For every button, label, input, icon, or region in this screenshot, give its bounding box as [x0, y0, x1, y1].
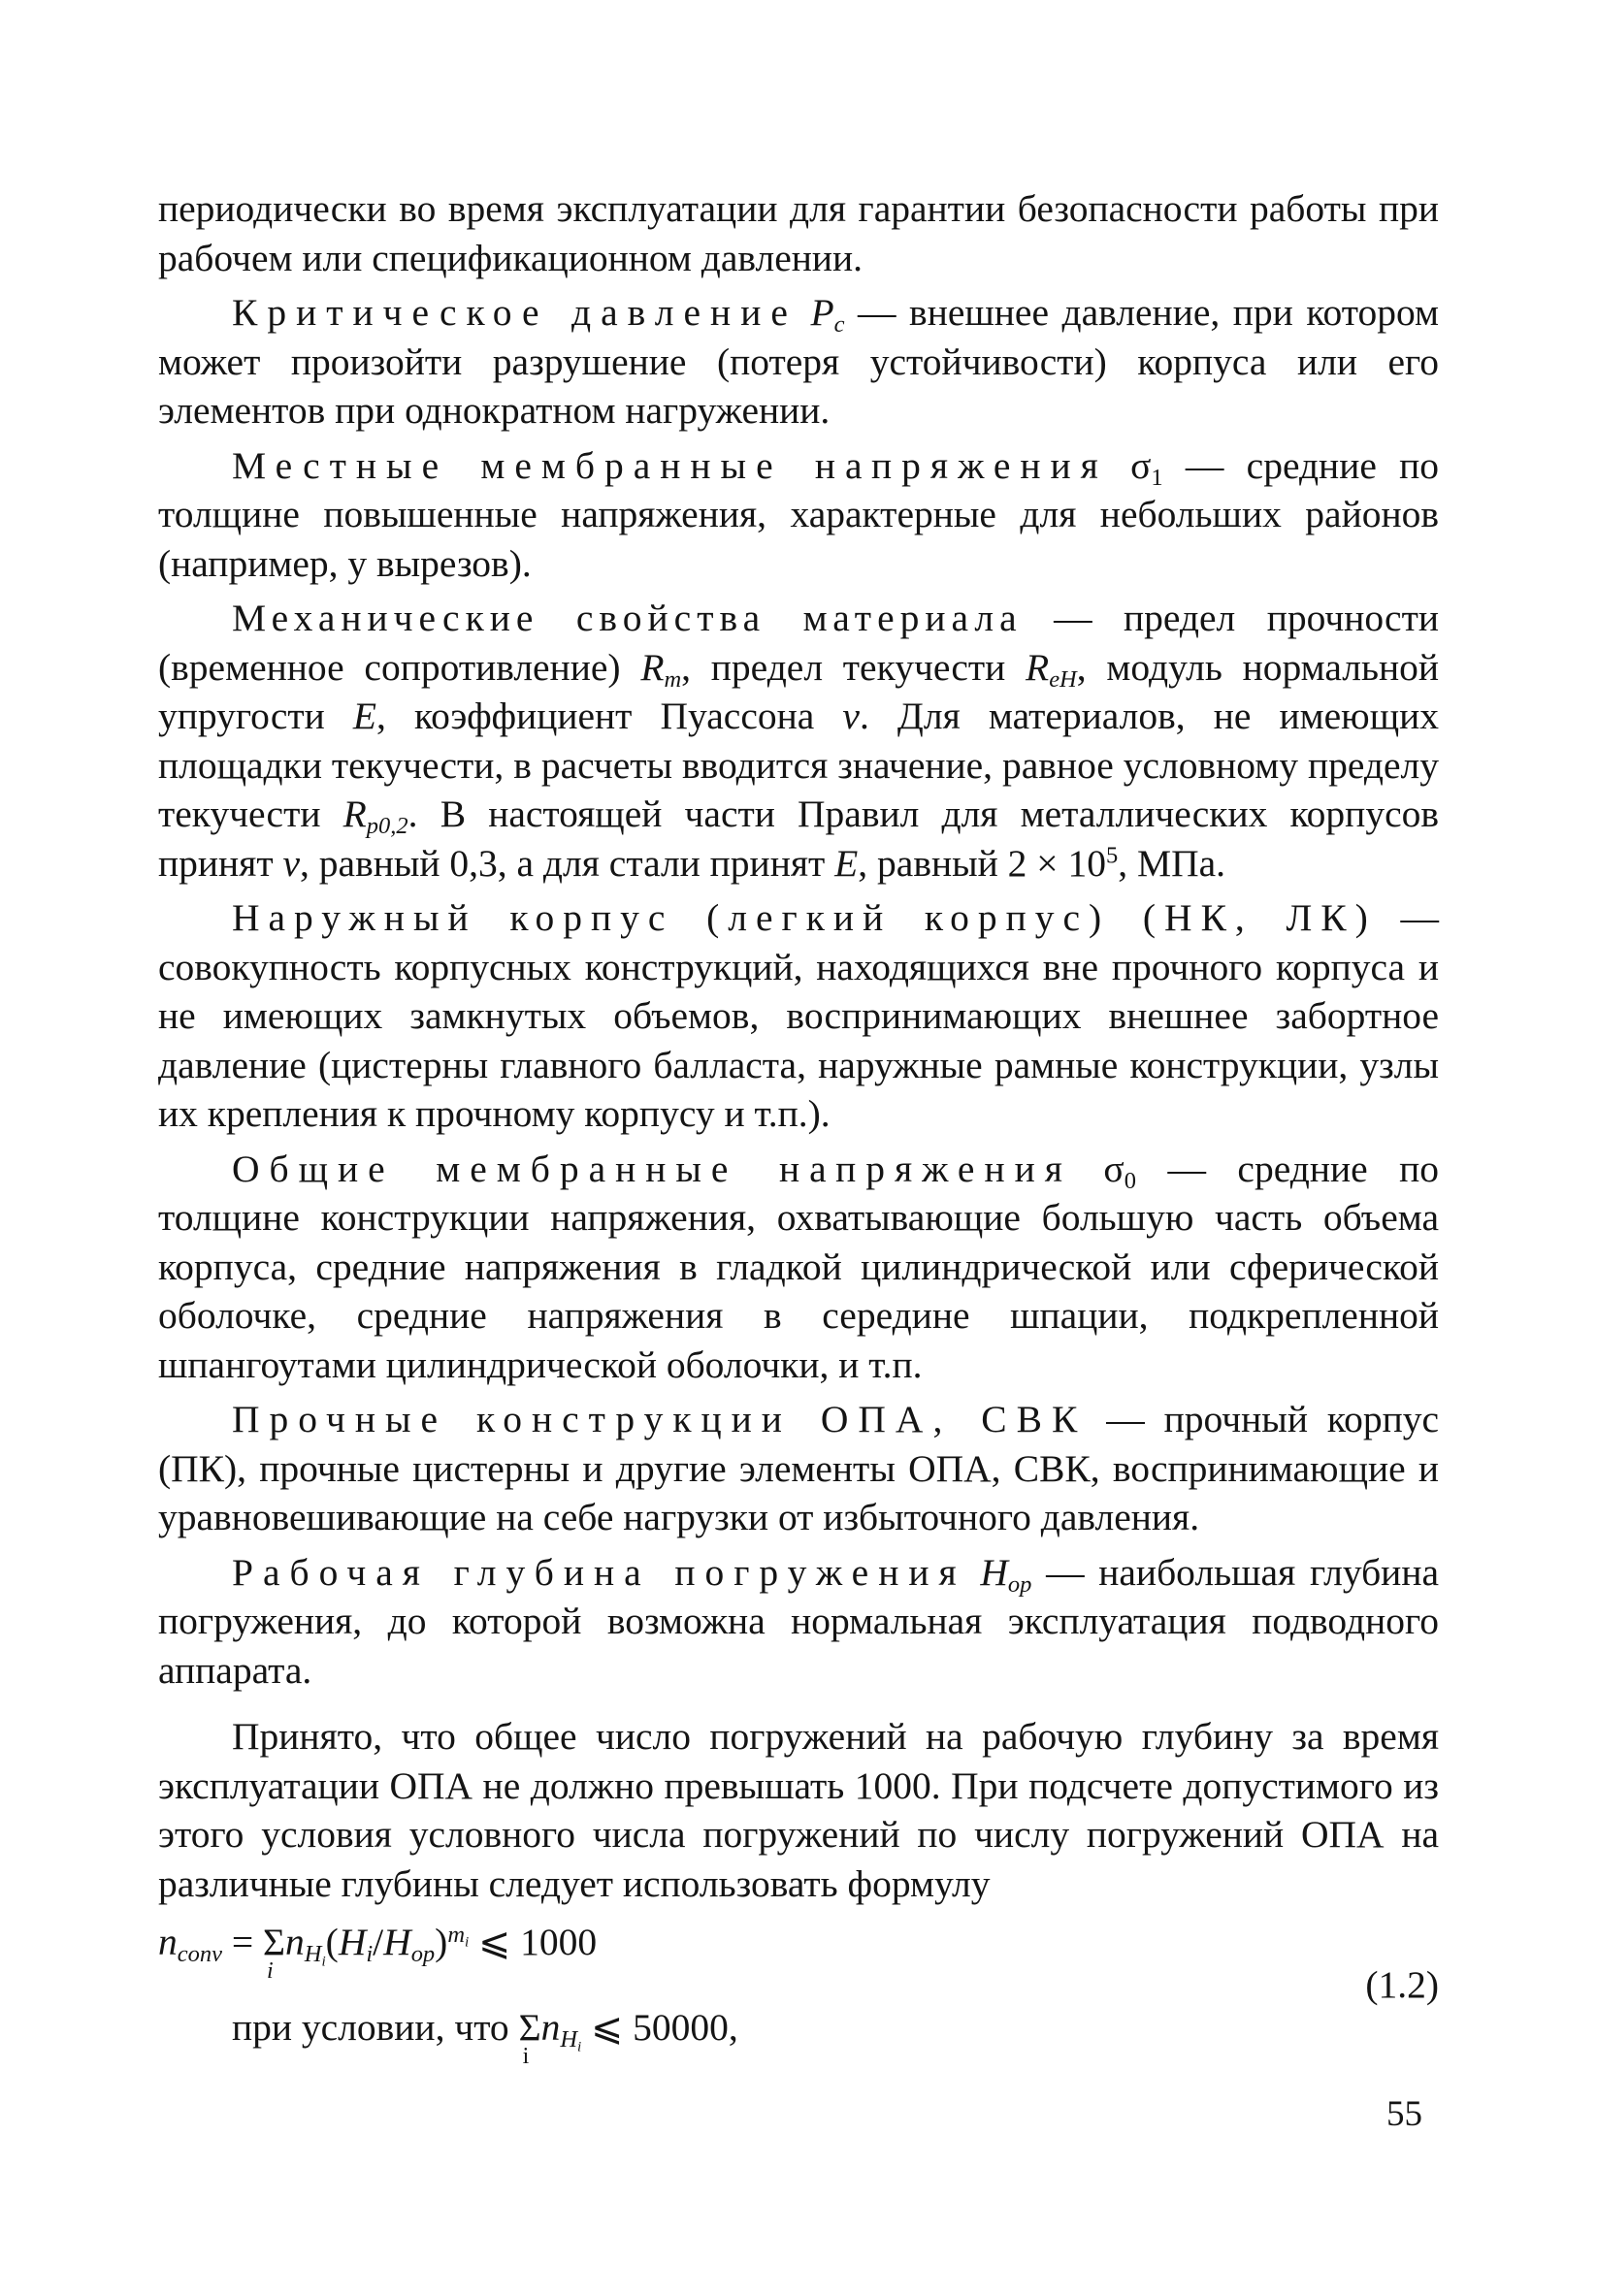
- term-local-membrane-stress: Местные мембранные напряжения: [232, 443, 1108, 487]
- symbol-reh-sub: eH: [1049, 665, 1077, 693]
- symbol-sigma1: σ: [1130, 443, 1152, 487]
- definition-text: — прочный корпус (ПК), прочные цистерны и другие элементы ОПА, СВК, воспринимающие и уравновешивающие на себе нагрузки от избыточного давления.: [158, 1398, 1439, 1538]
- definition-text: — средние по толщине конструкции напряжения, охватывающие большую часть объема корпуса, средние напряжения в гладкой цилиндрической или сферической оболочке, средние напряжения в середине шпации, подкрепленной шпангоутами цилиндрической оболочки, и т.п.: [158, 1147, 1440, 1386]
- symbol-rp02-sub: p0,2: [366, 812, 408, 839]
- definition-text: . Для материалов, не имеющих площадки текучести, в расчеты вводится значение, равное условному пределу текучести: [158, 695, 1439, 835]
- symbol-reh: R: [1026, 645, 1050, 689]
- definition-text: , равный 0,3, а для стали принят: [300, 841, 835, 885]
- definition-local-membrane-stress: [158, 441, 1439, 589]
- sigma-symbol: Σ: [518, 2006, 541, 2049]
- sum-sign: [263, 1918, 286, 1984]
- definition-text: , предел текучести: [681, 645, 1027, 689]
- symbol-pc: P: [810, 291, 834, 334]
- definition-mechanical-properties: [158, 594, 1439, 888]
- term-strong-structures: Прочные конструкции ОПА, СВК: [232, 1398, 1088, 1440]
- symbol-sigma0: σ: [1103, 1147, 1124, 1190]
- formula-subscript-i: i: [577, 2038, 582, 2055]
- definition-critical-pressure: [158, 288, 1439, 436]
- term-operating-depth: Рабочая глубина погружения: [232, 1550, 966, 1594]
- formula-operator: ⩽ 1000: [469, 1921, 598, 1963]
- formula-symbol: n: [285, 1921, 305, 1963]
- symbol-rm-sub: m: [664, 665, 682, 693]
- paragraph-continuation: периодически во время эксплуатации для гарантии безопасности работы при рабочем или спецификационном давлении.: [158, 187, 1439, 279]
- formula-subscript-h: H: [560, 2025, 577, 2053]
- formula-condition-line: [232, 2003, 738, 2069]
- symbol-rp02: R: [342, 792, 367, 835]
- formula-subscript: [560, 2026, 581, 2053]
- sum-index: i: [267, 1958, 274, 1984]
- formula-operator: ⩽ 50000,: [581, 2006, 738, 2049]
- formula-subscript: i: [366, 1940, 374, 1967]
- formula-1-2: [158, 1918, 1439, 2071]
- definition-strong-structures: [158, 1395, 1439, 1542]
- formula-symbol: H: [383, 1921, 411, 1963]
- formula-exponent: [447, 1922, 469, 1948]
- formula-subscript-h: H: [304, 1940, 322, 1967]
- paragraph-dive-count: Принято, что общее число погружений на рабочую глубину за время эксплуатации ОПА не должно превышать 1000. При подсчете допустимого из этого условия условного числа погружений по числу погружений ОПА на различные глубины следует использовать формулу: [158, 1715, 1439, 1905]
- term-outer-hull: Наружный корпус (легкий корпус) (НК, ЛК): [232, 896, 1377, 939]
- document-page: [158, 184, 1439, 2071]
- exponent-m-sub: i: [465, 1932, 470, 1950]
- definition-text: — предел прочности (временное сопротивление): [158, 597, 1439, 689]
- symbol-sigma1-sub: 1: [1151, 464, 1163, 491]
- formula-subscript: [304, 1940, 326, 1970]
- definition-text: , МПа.: [1118, 841, 1226, 885]
- symbol-rm: R: [640, 645, 665, 689]
- definition-operating-depth: [158, 1548, 1439, 1696]
- symbol-e: E: [352, 695, 376, 737]
- formula-paren: ): [435, 1921, 448, 1963]
- formula-symbol: n: [158, 1921, 178, 1963]
- definition-text: . В настоящей части Правил для металлических корпусов принят: [158, 792, 1439, 885]
- condition-text: при условии, что: [232, 2006, 519, 2049]
- symbol-sigma0-sub: 0: [1124, 1167, 1136, 1194]
- definition-text: , коэффициент Пуассона: [376, 695, 843, 737]
- formula-number: (1.2): [1365, 1963, 1439, 2006]
- formula-symbol: n: [540, 2006, 561, 2049]
- sum-sign: [518, 2003, 541, 2069]
- term-mechanical-properties: Механические свойства материала: [232, 597, 1023, 639]
- formula-symbol: H: [338, 1921, 367, 1963]
- formula-operator: /: [373, 1921, 384, 1963]
- page-number: 55: [1386, 2094, 1422, 2134]
- definition-general-membrane-stress: [158, 1145, 1439, 1390]
- symbol-e: E: [834, 841, 859, 885]
- exponent-m: m: [447, 1921, 466, 1948]
- definition-text: — наибольшая глубина погружения, до которой возможна нормальная эксплуатация подводного аппарата.: [158, 1550, 1439, 1692]
- formula-operator: =: [221, 1921, 264, 1963]
- definition-text: — внешнее давление, при котором может произойти разрушение (потеря устойчивости) корпуса или его элементов при однократном нагружении.: [158, 291, 1440, 432]
- definition-text: , равный 2 × 10: [858, 841, 1106, 885]
- definition-outer-hull: [158, 893, 1439, 1139]
- symbol-hop: H: [980, 1550, 1008, 1594]
- term-critical-pressure: Критическое давление: [232, 291, 798, 334]
- symbol-nu: ν: [282, 841, 301, 885]
- exponent: 5: [1105, 842, 1119, 869]
- formula-main-line: [158, 1918, 598, 1984]
- sigma-symbol: Σ: [263, 1921, 286, 1963]
- sum-index: i: [522, 2044, 530, 2069]
- term-general-membrane-stress: Общие мембранные напряжения: [232, 1147, 1072, 1190]
- formula-subscript: conv: [177, 1940, 222, 1967]
- symbol-nu: ν: [842, 695, 860, 737]
- definition-text: — средние по толщине повышенные напряжения, характерные для небольших районов (например, у вырезов).: [158, 443, 1440, 585]
- formula-subscript-i: i: [321, 1953, 326, 1970]
- formula-subscript: op: [410, 1940, 436, 1967]
- definition-text: , модуль нормальной упругости: [158, 645, 1439, 737]
- formula-paren: (: [325, 1921, 339, 1963]
- symbol-hop-sub: op: [1007, 1570, 1032, 1598]
- symbol-pc-sub: c: [833, 310, 845, 338]
- definition-text: — совокупность корпусных конструкций, находящихся вне прочного корпуса и не имеющих замкнутых объемов, воспринимающих внешнее забортное давление (цистерны главного балласта, наружные рамные конструкции, узлы их крепления к прочному корпусу и т.п.).: [158, 896, 1440, 1135]
